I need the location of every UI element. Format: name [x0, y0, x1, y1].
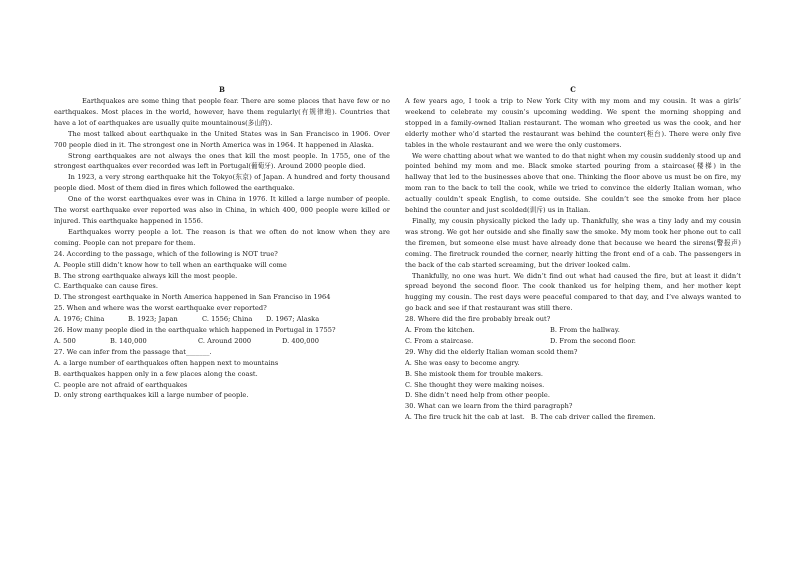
question-29-option-a[interactable]: A. She was easy to become angry.: [405, 358, 520, 367]
question-27-option-b[interactable]: B. earthquakes happen only in a few places along the coast.: [54, 369, 258, 378]
passage-c-column: [405, 84, 741, 423]
question-27-stem: 27. We can infer from the passage that_______.: [54, 347, 212, 356]
question-24-option-a[interactable]: A. People still didn’t know how to tell when an earthquake will come: [54, 260, 287, 269]
question-30-stem: 30. What can we learn from the third paragraph?: [405, 402, 573, 411]
question-28-option-c[interactable]: C. From a staircase.: [405, 336, 474, 345]
question-30-option-a[interactable]: A. The fire truck hit the cab at last.: [405, 413, 525, 422]
question-27-option-d[interactable]: D. only strong earthquakes kill a large number of people.: [54, 391, 249, 400]
question-25-option-d[interactable]: D. 1967; Alaska: [266, 315, 320, 324]
passage-b-paragraph: Strong earthquakes are not always the ones that kill the most people. In 1755, one of the strongest earthquakes ever recorded was left in Portugal(葡萄牙). Around 2000 people died.: [54, 151, 390, 171]
question-25-option-b[interactable]: B. 1923; Japan: [128, 315, 178, 324]
passage-b-paragraph: The most talked about earthquake in the United States was in San Francisco in 1906. Over 700 people died in it. The strongest one in North America was in 1964. It happened in Alaska.: [54, 129, 390, 149]
question-27-option-c[interactable]: C. people are not afraid of earthquakes: [54, 380, 188, 389]
question-26-option-c[interactable]: C. Around 2000: [198, 336, 252, 345]
question-25-option-c[interactable]: C. 1556; China: [202, 315, 253, 324]
passage-c-paragraph: A few years ago, I took a trip to New York City with my mom and my cousin. It was a girls’ weekend to celebrate my cousin’s upcoming wedding. We spent the morning shopping and stopped in a family-owned Italian restaurant. The woman who greeted us was the cook, and her elderly mother who’d started the restaurant was behind the counter(柜台). There were only five tables in the whole restaurant and we were the only customers.: [405, 97, 741, 149]
question-29-stem: 29. Why did the elderly Italian woman scold them?: [405, 347, 578, 356]
question-28-options-row-2: [405, 336, 741, 347]
question-24-stem: 24. According to the passage, which of the following is NOT true?: [54, 249, 278, 258]
question-25-options: [54, 314, 390, 325]
question-29-option-d[interactable]: D. She didn’t need help from other people.: [405, 391, 551, 400]
passage-c-paragraph: Thankfully, no one was hurt. We didn’t find out what had caused the fire, but at least it didn’t spread beyond the second floor. The cook thanked us for helping them, and her mother kept hugging my cousin. The rest days were peaceful compared to that day, and I’ve always wanted to go back and see if that restaurant was still there.: [405, 271, 741, 313]
passage-b-paragraph: Earthquakes are some thing that people fear. There are some places that have few or no earthquakes. Most places in the world, however, have them regularly(有规律地). Countries that have a lot of earthquakes are usually quite mountainous(多山的).: [54, 97, 390, 127]
question-25-option-a[interactable]: A. 1976; China: [54, 315, 105, 324]
question-26-option-a[interactable]: A. 500: [54, 336, 76, 345]
question-26-option-b[interactable]: B. 140,000: [110, 336, 147, 345]
passage-c-paragraph: We were chatting about what we wanted to do that night when my cousin suddenly stood up and pointed behind my mom and me. Black smoke started pouring from a staircase(楼梯) in the hallway that led to the businesses above that one. Thinking the floor above us must be on fire, my mom ran to the back to tell the cook, while we tried to convince the elderly Italian woman, who actually couldn’t speak English, to come outside. She couldn’t see the smoke from her place behind the counter and just scolded(训斥) us in Italian.: [405, 151, 741, 215]
question-28-option-b[interactable]: B. From the hallway.: [550, 326, 620, 335]
question-24-option-c[interactable]: C. Earthquake can cause fires.: [54, 282, 158, 291]
question-24-option-b[interactable]: B. The strong earthquake always kill the most people.: [54, 271, 238, 280]
question-28-stem: 28. Where did the fire probably break out?: [405, 315, 551, 324]
question-28-option-d[interactable]: D. From the second floor.: [550, 336, 636, 345]
question-24-option-d[interactable]: D. The strongest earthquake in North America happened in San Franciso in 1964: [54, 293, 331, 302]
passage-b-column: [54, 84, 390, 401]
question-28-options-row-1: [405, 325, 741, 336]
passage-b-paragraph: In 1923, a very strong earthquake hit the Tokyo(东京) of Japan. A hundred and forty thousand people died. Most of them died in fires which followed the earthquake.: [54, 173, 390, 193]
question-26-stem: 26. How many people died in the earthquake which happened in Portugal in 1755?: [54, 326, 336, 335]
question-30-options: [405, 412, 741, 423]
question-26-options: [54, 336, 390, 347]
passage-b-paragraph: One of the worst earthquakes ever was in China in 1976. It killed a large number of people. The worst earthquake ever reported was also in China, in which 400, 000 people were killed or injured. This earthquake happened in 1556.: [54, 195, 390, 225]
question-29-option-b[interactable]: B. She mistook them for trouble makers.: [405, 369, 544, 378]
passage-c-paragraph: Finally, my cousin physically picked the lady up. Thankfully, she was a tiny lady and my cousin was strong. We got her outside and she finally saw the smoke. My mom took her phone out to call the firemen, but someone else must have already done that because we heard the sirens(警报声) coming. The firetruck rounded the corner, nearly hitting the front end of a cab. The passengers in the back of the cab started screaming, but the driver looked calm.: [405, 216, 741, 269]
question-27-option-a[interactable]: A. a large number of earthquakes often happen next to mountains: [54, 358, 279, 367]
passage-b-paragraph: Earthquakes worry people a lot. The reason is that we often do not know when they are coming. People can not prepare for them.: [54, 227, 390, 247]
passage-b-title: B: [219, 85, 225, 94]
question-29-option-c[interactable]: C. She thought they were making noises.: [405, 380, 545, 389]
question-25-stem: 25. When and where was the worst earthquake ever reported?: [54, 304, 267, 313]
question-30-option-b[interactable]: B. The cab driver called the firemen.: [530, 413, 656, 422]
question-28-option-a[interactable]: A. From the kitchen.: [405, 326, 475, 335]
question-26-option-d[interactable]: D. 400,000: [282, 336, 320, 345]
passage-c-title: C: [570, 85, 576, 94]
